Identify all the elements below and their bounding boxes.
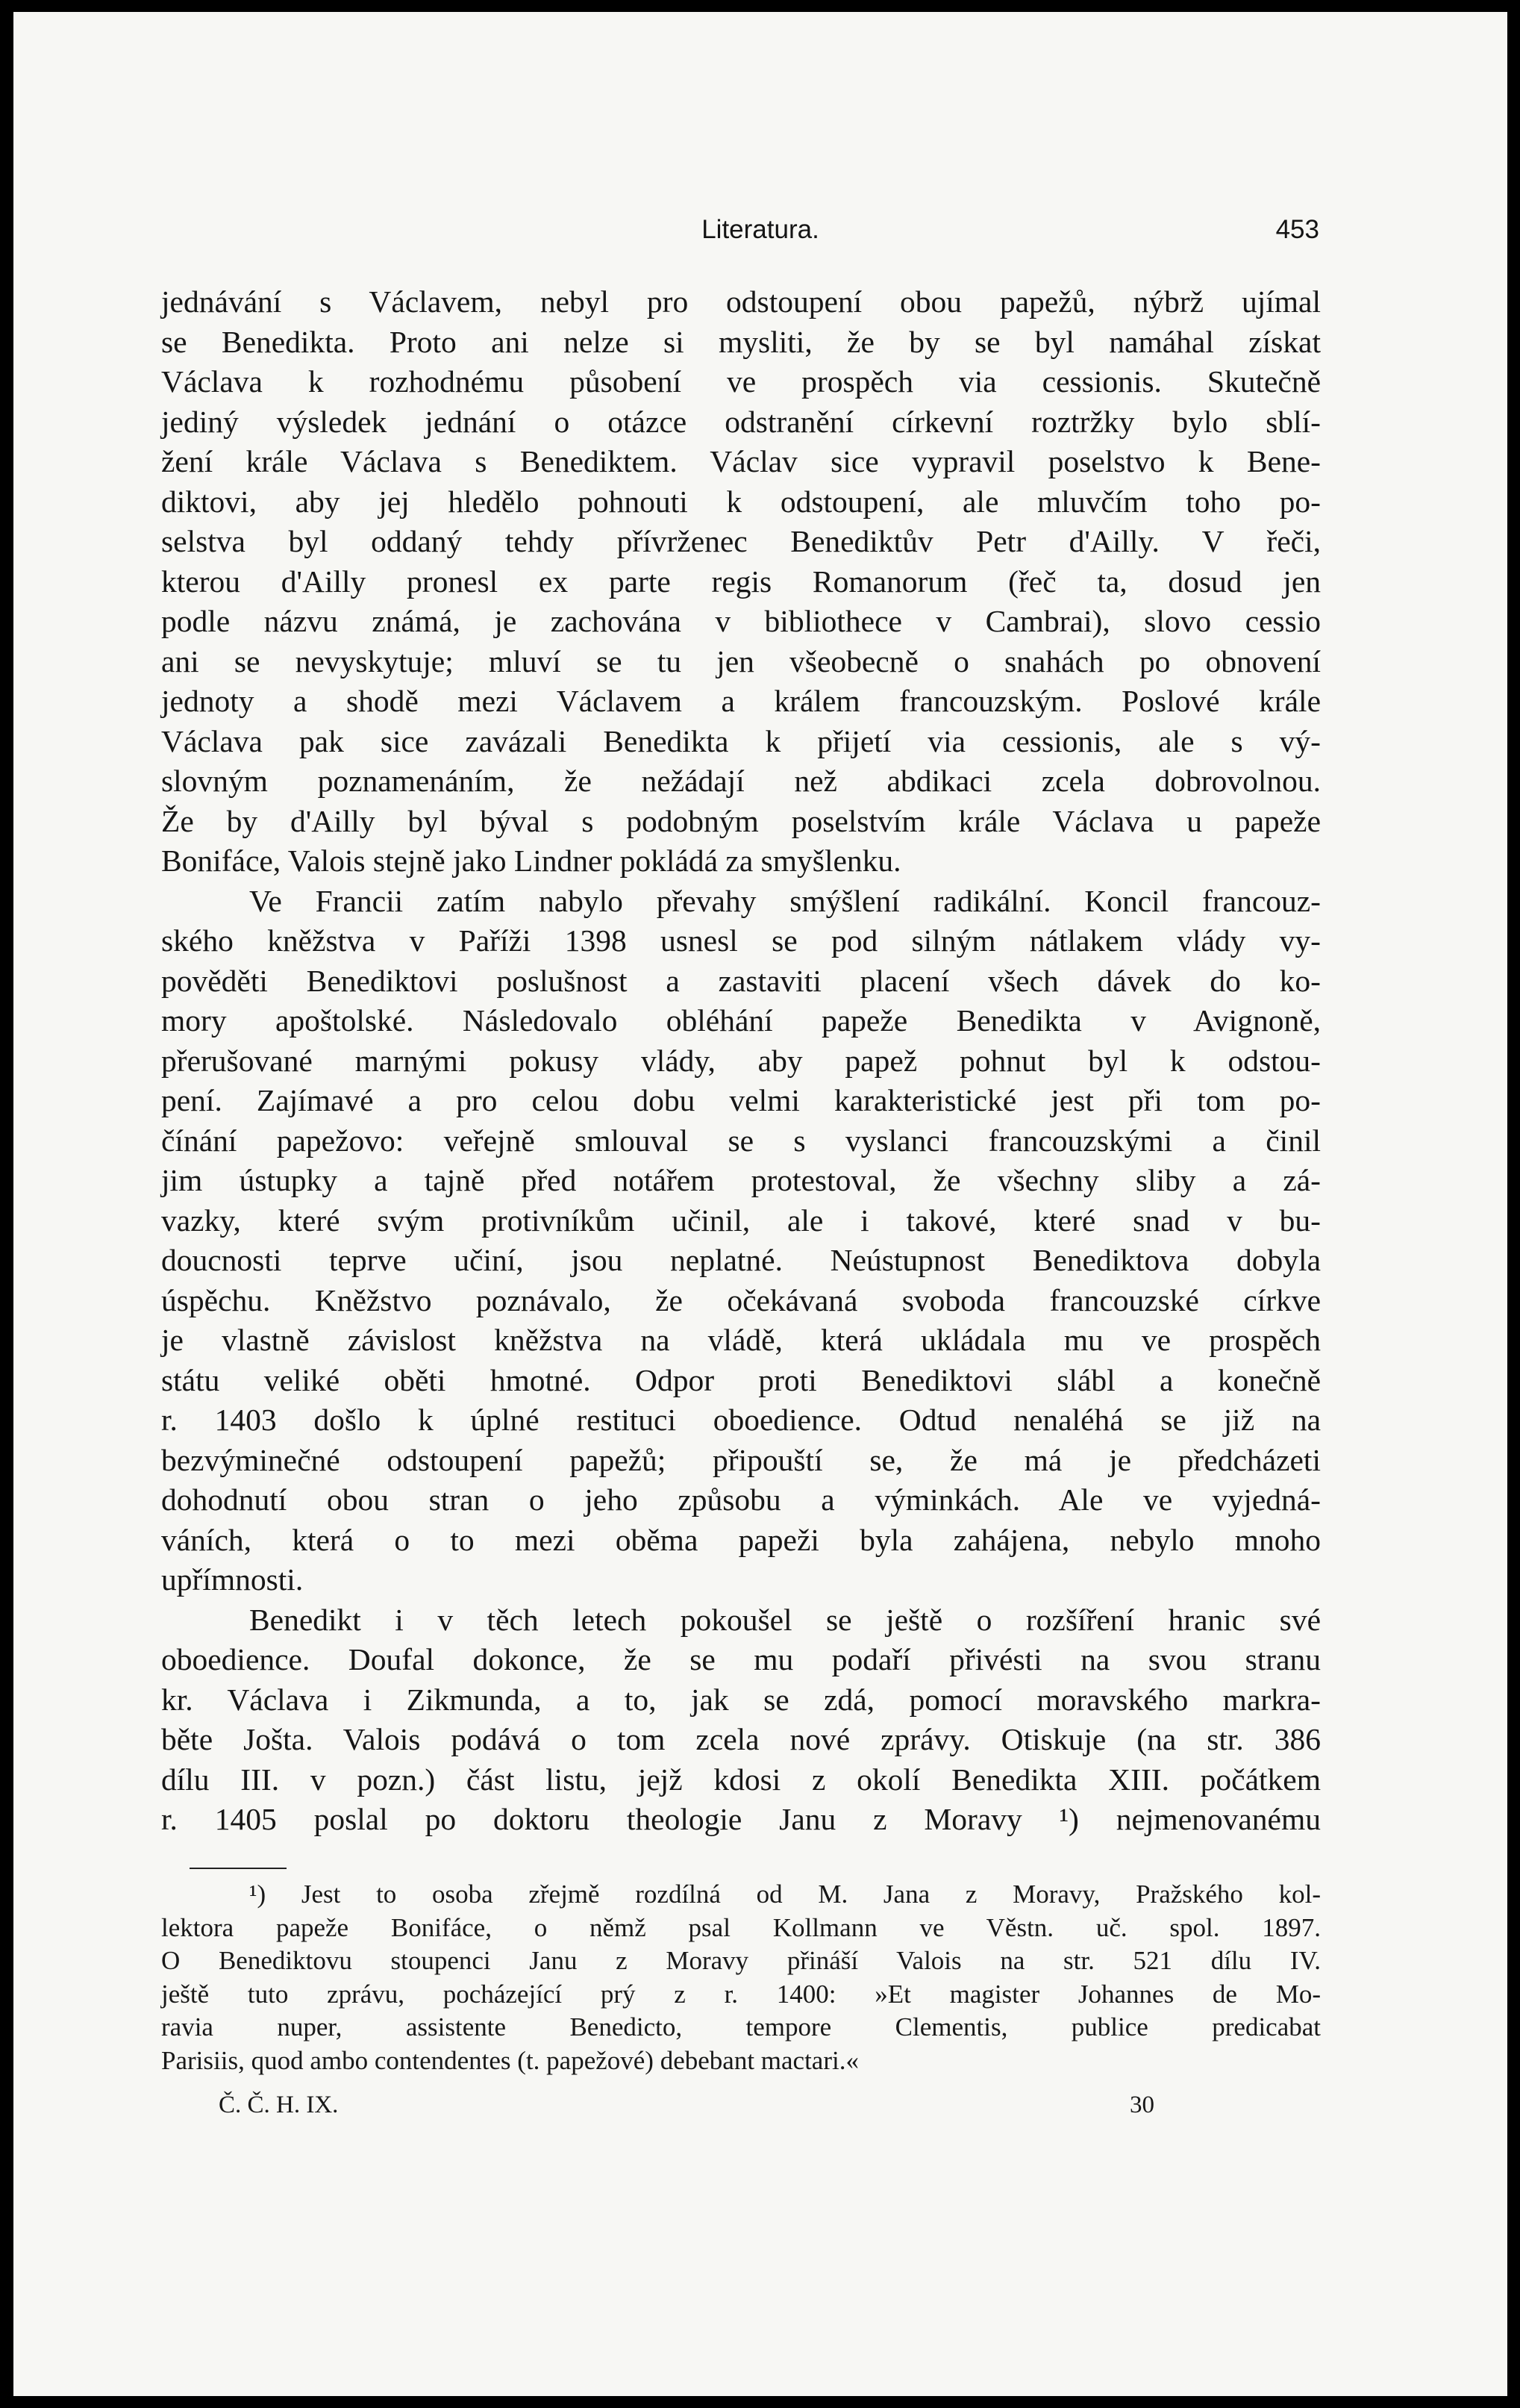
text-line: r. 1403 došlo k úplné restituci oboedience. Odtud nenaléhá se již na: [161, 1403, 1321, 1437]
footnote-line: ravia nuper, assistente Benedicto, tempore Clementis, publice predicabat: [161, 2012, 1321, 2042]
text-line: je vlastně závislost kněžstva na vládě, která ukládala mu ve prospěch: [161, 1323, 1321, 1357]
text-line: pení. Zajímavé a pro celou dobu velmi karakteristické jest při tom po-: [161, 1083, 1321, 1117]
book-page: [13, 12, 1507, 2396]
text-line: Bonifáce, Valois stejně jako Lindner pokládá za smyšlenku.: [161, 843, 901, 878]
text-line: ského kněžstva v Paříži 1398 usnesl se pod silným nátlakem vlády vy-: [161, 923, 1321, 958]
footnote-line: ¹) Jest to osoba zřejmě rozdílná od M. Jana z Moravy, Pražského kol-: [249, 1880, 1321, 1909]
main-text: [161, 282, 1321, 1840]
text-line: běte Jošta. Valois podává o tom zcela nové zprávy. Otiskuje (na str. 386: [161, 1722, 1321, 1756]
sheet-signature: Č. Č. H. IX.: [219, 2092, 339, 2118]
text-line: žení krále Václava s Benediktem. Václav sice vypravil poselstvo k Bene-: [161, 444, 1321, 478]
footnote-divider: [190, 1868, 287, 1869]
text-line: upřímnosti.: [161, 1562, 304, 1597]
text-line: podle názvu známá, je zachována v bibliothece v Cambrai), slovo cessio: [161, 604, 1321, 638]
footnote-line: O Benediktovu stoupenci Janu z Moravy přináší Valois na str. 521 dílu IV.: [161, 1946, 1321, 1975]
text-line: pověděti Benediktovi poslušnost a zastaviti placení všech dávek do ko-: [161, 963, 1321, 998]
text-line: bezvýminečné odstoupení papežů; připouští se, že má je předcházeti: [161, 1442, 1321, 1477]
text-line: se Benedikta. Proto ani nelze si mysliti, že by se byl namáhal získat: [161, 324, 1321, 359]
text-line: oboedience. Doufal dokonce, že se mu podaří přivésti na svou stranu: [161, 1642, 1321, 1676]
text-line: r. 1405 poslal po doktoru theologie Janu z Moravy ¹) nejmenovanému: [161, 1802, 1321, 1836]
text-line: čínání papežovo: veřejně smlouval se s vyslanci francouzskými a činil: [161, 1123, 1321, 1158]
footnote-line: lektora papeže Bonifáce, o němž psal Kollmann ve Věstn. uč. spol. 1897.: [161, 1912, 1321, 1942]
text-line: jediný výsledek jednání o otázce odstranění církevní roztržky bylo sblí-: [161, 404, 1321, 439]
footnote-line: Parisiis, quod ambo contendentes (t. papežové) debebant mactari.«: [161, 2045, 859, 2075]
text-line: jednoty a shodě mezi Václavem a králem francouzským. Poslové krále: [161, 684, 1321, 718]
text-line: selstva byl oddaný tehdy přívrženec Benediktův Petr d'Ailly. V řeči,: [161, 524, 1321, 558]
text-line: Že by d'Ailly byl býval s podobným poselstvím krále Václava u papeže: [161, 803, 1321, 838]
text-line: přerušované marnými pokusy vlády, aby papež pohnut byl k odstou-: [161, 1043, 1321, 1078]
text-line: dílu III. v pozn.) část listu, jejž kdosi z okolí Benedikta XIII. počátkem: [161, 1762, 1321, 1797]
footnote: [161, 1878, 1321, 2077]
running-header: [13, 206, 1507, 251]
text-line: státu veliké oběti hmotné. Odpor proti Benediktovi slábl a konečně: [161, 1362, 1321, 1397]
text-line: ani se nevyskytuje; mluví se tu jen všeobecně o snahách po obnovení: [161, 643, 1321, 679]
text-line: Ve Francii zatím nabylo převahy smýšlení radikální. Koncil francouz-: [249, 883, 1321, 918]
text-line: kr. Václava i Zikmunda, a to, jak se zdá, pomocí moravského markra-: [161, 1682, 1321, 1717]
text-line: Václava pak sice zavázali Benedikta k přijetí via cessionis, ale s vý-: [161, 723, 1321, 758]
text-line: mory apoštolské. Následovalo obléhání papeže Benedikta v Avignoně,: [161, 1003, 1321, 1038]
text-line: Václava k rozhodnému působení ve prospěch via cessionis. Skutečně: [161, 364, 1321, 399]
running-title: Literatura.: [701, 215, 819, 244]
footnote-line: ještě tuto zprávu, pocházející prý z r. 1400: »Et magister Johannes de Mo-: [161, 1979, 1321, 2009]
text-line: kterou d'Ailly pronesl ex parte regis Romanorum (řeč ta, dosud jen: [161, 564, 1321, 599]
sheet-number: 30: [1130, 2092, 1154, 2118]
text-line: Benedikt i v těch letech pokoušel se ještě o rozšíření hranic své: [249, 1602, 1321, 1637]
text-line: váních, která o to mezi oběma papeži byla zahájena, nebylo mnoho: [161, 1522, 1321, 1557]
text-line: slovným poznamenáním, že nežádají než abdikaci zcela dobrovolnou.: [161, 764, 1321, 798]
page-footer: [13, 2087, 1507, 2124]
text-line: diktovi, aby jej hledělo pohnouti k odstoupení, ale mluvčím toho po-: [161, 484, 1321, 519]
page-number: 453: [1275, 215, 1319, 244]
text-line: doucnosti teprve učiní, jsou neplatné. Neústupnost Benediktova dobyla: [161, 1243, 1321, 1277]
text-line: úspěchu. Kněžstvo poznávalo, že očekávaná svoboda francouzské církve: [161, 1282, 1321, 1317]
text-line: dohodnutí obou stran o jeho způsobu a výminkách. Ale ve vyjedná-: [161, 1482, 1321, 1517]
text-line: vazky, které svým protivníkům učinil, ale i takové, které snad v bu-: [161, 1203, 1321, 1238]
text-line: jim ústupky a tajně před notářem protestoval, že všechny sliby a zá-: [161, 1163, 1321, 1197]
text-line: jednávání s Václavem, nebyl pro odstoupení obou papežů, nýbrž ujímal: [161, 284, 1321, 319]
